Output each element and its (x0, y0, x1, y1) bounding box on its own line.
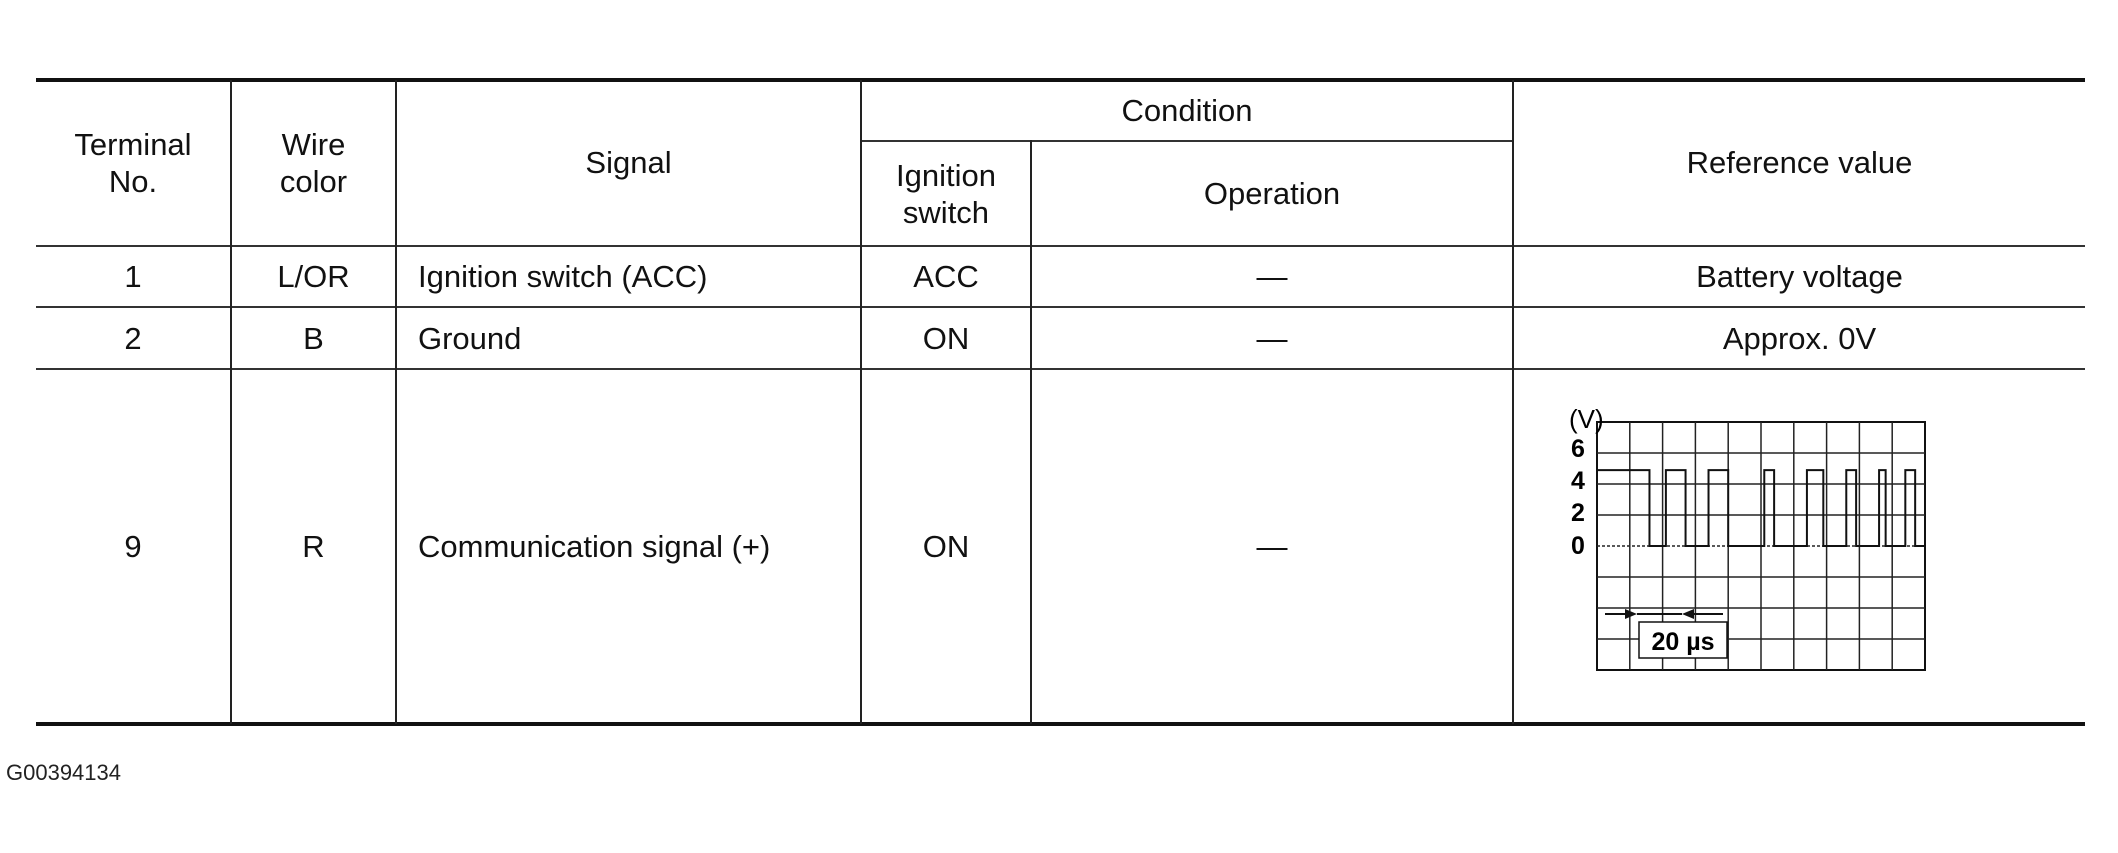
row3-terminal: 9 (124, 528, 142, 564)
row1-wire: L/OR (277, 259, 350, 294)
row1-terminal: 1 (124, 259, 142, 294)
row2-terminal: 2 (124, 320, 142, 356)
time-span-label: 20 µs (1651, 628, 1715, 656)
figure-id: G00394134 (6, 760, 121, 785)
header-operation: Operation (1203, 176, 1341, 211)
row2-signal: Ground (418, 320, 522, 356)
waveform-tick-6: 6 (1571, 435, 1585, 463)
row1-operation: — (1256, 259, 1288, 294)
row3-operation: — (1256, 528, 1288, 564)
row2-wire: B (303, 320, 324, 356)
row2-ignition: ON (922, 320, 970, 356)
row3-ignition: ON (922, 528, 970, 564)
time-span-marker (1605, 609, 1727, 658)
waveform-tick-4: 4 (1571, 467, 1585, 495)
row3-wire: R (302, 528, 325, 564)
waveform-tick-0: 0 (1571, 532, 1585, 560)
row2-operation: — (1256, 320, 1288, 356)
waveform-unit-label: (V) (1569, 404, 1604, 434)
row1-reference: Battery voltage (1696, 259, 1903, 294)
row1-ignition: ACC (913, 259, 979, 294)
row2-reference: Approx. 0V (1722, 320, 1877, 356)
waveform-tick-2: 2 (1571, 499, 1585, 527)
row3-signal: Communication signal (+) (418, 528, 771, 564)
header-reference-value: Reference value (1686, 145, 1913, 180)
table-bottom-rule (36, 722, 2085, 726)
waveform-chart (1555, 400, 1955, 680)
header-condition: Condition (1121, 92, 1253, 128)
header-wire-color: Wire color (279, 126, 348, 199)
row1-signal: Ignition switch (ACC) (418, 259, 708, 294)
header-terminal-no: Terminal No. (74, 126, 192, 199)
header-ignition-switch: Ignition switch (896, 157, 996, 230)
header-signal: Signal (585, 145, 672, 180)
